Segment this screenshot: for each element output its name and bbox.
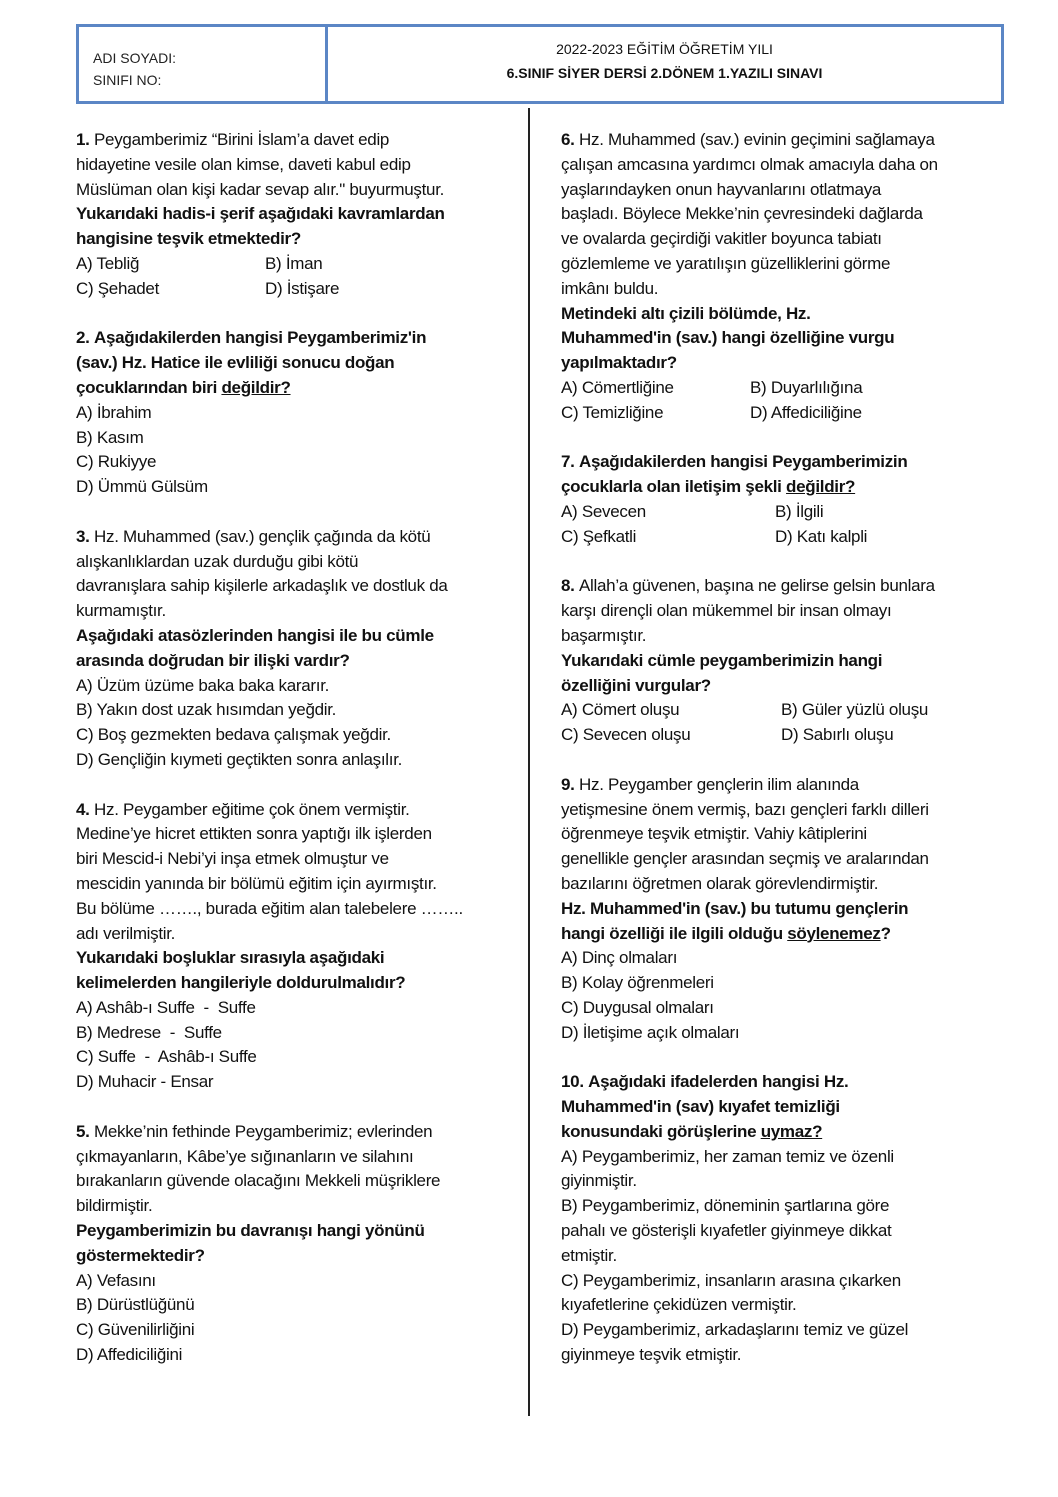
stem-line	[561, 773, 1001, 798]
stem-text: adı verilmiştir.	[76, 923, 176, 943]
answer-option-a[interactable]: A) Dinç olmaları	[561, 948, 678, 968]
stem-text: başarmıştır.	[561, 625, 647, 645]
stem-line	[76, 599, 516, 624]
stem-text: Müslüman olan kişi kadar sevap alır." buyurmuştur.	[76, 179, 445, 199]
answer-option-b[interactable]: B) Duyarlılığına	[750, 377, 863, 397]
student-info	[79, 27, 328, 101]
question-line	[76, 227, 516, 252]
question-3	[76, 525, 516, 773]
underlined-text: uymaz?	[760, 1121, 823, 1141]
answer-option-c[interactable]: C) Peygamberimiz, insanların arasına çıkarken kıyafetlerine çekidüzen vermiştir.	[561, 1270, 901, 1315]
answer-option-a[interactable]: A) Sevecen	[561, 501, 646, 521]
question-line	[561, 475, 1001, 500]
left-column	[76, 128, 516, 1393]
stem-line	[76, 1145, 516, 1170]
question-text: kelimelerden hangileriyle doldurulmalıdır?	[76, 973, 406, 993]
question-text: Yukarıdaki hadis-i şerif aşağıdaki kavramlardan	[76, 204, 445, 224]
stem-text: Hz. Peygamber eğitime çok önem vermiştir.	[94, 799, 410, 819]
stem-line	[76, 128, 516, 153]
stem-line	[561, 227, 1001, 252]
question-number: 7	[561, 452, 571, 472]
answer-options	[561, 1145, 1001, 1368]
stem-text: yaşlarındayken onun hayvanlarını otlatmaya	[561, 179, 882, 199]
question-line	[561, 1120, 1001, 1145]
question-line	[561, 302, 1001, 327]
stem-text: Hz. Muhammed (sav.) evinin geçimini sağlamaya	[579, 130, 935, 149]
answer-option-a[interactable]: A) Tebliğ	[76, 253, 140, 273]
question-text: çocuklarından biri	[76, 377, 222, 397]
question-number: 1	[76, 130, 86, 149]
answer-option-a[interactable]: A) İbrahim	[76, 402, 152, 422]
answer-options	[76, 252, 516, 302]
answer-option-b[interactable]: B) Kasım	[76, 427, 144, 447]
stem-text: Hz. Muhammed (sav.) gençlik çağında da kötü	[94, 526, 431, 546]
stem-line	[561, 599, 1001, 624]
answer-options	[561, 698, 1001, 748]
answer-option-d[interactable]: D) Affediciliğine	[750, 402, 862, 422]
question-number: 3	[76, 526, 86, 546]
question-number: 6	[561, 130, 571, 149]
answer-option-b[interactable]: B) Yakın dost uzak hısımdan yeğdir.	[76, 700, 337, 720]
question-line	[76, 326, 516, 351]
underlined-text: söylenemez	[787, 923, 881, 943]
question-9	[561, 773, 1001, 1046]
question-number-dot: .	[85, 1121, 95, 1141]
question-line	[561, 1095, 1001, 1120]
question-text: hangi özelliği ile ilgili olduğu	[561, 923, 788, 943]
answer-option-d[interactable]: D) İletişime açık olmaları	[561, 1022, 740, 1042]
question-number-dot: .	[570, 576, 580, 596]
question-text: Peygamberimizin bu davranışı hangi yönünü	[76, 1221, 425, 1241]
question-number-dot: .	[85, 328, 95, 348]
question-text: Aşağıdaki ifadelerden hangisi Hz.	[588, 1072, 849, 1092]
question-line	[561, 450, 1001, 475]
question-number-dot: .	[85, 130, 95, 149]
answer-option-b[interactable]: B) Kolay öğrenmeleri	[561, 973, 714, 993]
question-line	[76, 376, 516, 401]
question-1	[76, 128, 516, 302]
question-text: konusundaki görüşlerine	[561, 1121, 761, 1141]
stem-text: Hz. Peygamber gençlerin ilim alanında	[579, 774, 859, 794]
question-number-dot: .	[570, 452, 580, 472]
question-number-dot: .	[579, 1072, 589, 1092]
exam-title-block	[328, 27, 1001, 101]
answer-options	[561, 946, 1001, 1045]
column-divider	[528, 108, 530, 1416]
stem-line	[76, 574, 516, 599]
answer-option-b[interactable]: B) İlgili	[775, 501, 824, 521]
answer-option-c[interactable]: C) Rukiyye	[76, 452, 157, 472]
question-number: 10	[561, 1072, 580, 1092]
stem-line	[561, 798, 1001, 823]
question-5	[76, 1120, 516, 1368]
answer-options	[76, 674, 516, 773]
question-text: (sav.) Hz. Hatice ile evliliği sonucu doğan	[76, 353, 395, 373]
answer-option-d[interactable]: D) Affediciliğini	[76, 1345, 183, 1365]
question-7	[561, 450, 1001, 549]
stem-line	[561, 252, 1001, 277]
answer-option-a[interactable]: A) Ashâb-ı Suffe - Suffe	[76, 997, 256, 1017]
answer-option-a[interactable]: A) Cömertliğine	[561, 377, 674, 397]
stem-line	[76, 872, 516, 897]
stem-text: Mekke’nin fethinde Peygamberimiz; evlerinden	[94, 1121, 433, 1141]
question-number-dot: .	[570, 130, 580, 149]
stem-text: kurmamıştır.	[76, 601, 166, 621]
question-number: 2	[76, 328, 86, 348]
answer-option-a[interactable]: A) Cömert oluşu	[561, 700, 680, 720]
question-text: yapılmaktadır?	[561, 353, 677, 373]
question-text: Muhammed'in (sav) kıyafet temizliği	[561, 1097, 840, 1117]
stem-text: çalışan amcasına yardımcı olmak amacıyla daha on	[561, 154, 938, 174]
answer-option-c[interactable]: C) Güvenilirliğini	[76, 1320, 195, 1340]
answer-option-d[interactable]: D) Ümmü Gülsüm	[76, 477, 208, 497]
question-number: 5	[76, 1121, 86, 1141]
answer-option-c[interactable]: C) Şefkatli	[561, 526, 637, 546]
question-line	[76, 1219, 516, 1244]
underlined-text: değildir?	[221, 377, 291, 397]
answer-option-a[interactable]: A) Peygamberimiz, her zaman temiz ve özenli giyinmiştir.	[561, 1146, 894, 1191]
stem-line	[561, 822, 1001, 847]
question-line	[76, 1244, 516, 1269]
question-text: Hz. Muhammed'in (sav.) bu tutumu gençlerin	[561, 898, 909, 918]
question-text: Yukarıdaki boşluklar sırasıyla aşağıdaki	[76, 948, 385, 968]
answer-option-d[interactable]: D) Sabırlı oluşu	[781, 725, 894, 745]
question-number-dot: .	[85, 799, 95, 819]
question-line	[561, 674, 1001, 699]
question-line	[561, 1070, 1001, 1095]
question-number: 8	[561, 576, 571, 596]
answer-option-d[interactable]: D) İstişare	[265, 278, 340, 298]
underlined-text: değildir?	[786, 477, 856, 497]
stem-line	[76, 550, 516, 575]
exam-title: 6.SINIF SİYER DERSİ 2.DÖNEM 1.YAZILI SINAVI	[506, 65, 823, 81]
stem-line	[561, 574, 1001, 599]
question-line	[561, 649, 1001, 674]
stem-line	[561, 153, 1001, 178]
question-8	[561, 574, 1001, 748]
answer-option-d[interactable]: D) Gençliğin kıymeti geçtikten sonra anlaşılır.	[76, 749, 403, 769]
answer-option-b[interactable]: B) Güler yüzlü oluşu	[781, 700, 929, 720]
stem-line	[561, 178, 1001, 203]
question-line	[561, 922, 1001, 947]
right-column	[561, 128, 1001, 1393]
question-line	[561, 351, 1001, 376]
question-text: Aşağıdaki atasözlerinden hangisi ile bu cümle	[76, 625, 434, 645]
question-number-dot: .	[85, 526, 95, 546]
answer-option-d[interactable]: D) Muhacir - Ensar	[76, 1072, 214, 1092]
question-line	[76, 202, 516, 227]
question-number-dot: .	[570, 774, 580, 794]
answer-option-a[interactable]: A) Üzüm üzüme baka baka kararır.	[76, 675, 330, 695]
stem-line	[76, 798, 516, 823]
stem-line	[561, 624, 1001, 649]
stem-line	[76, 153, 516, 178]
stem-line	[561, 277, 1001, 302]
question-line	[76, 649, 516, 674]
stem-text: gözlemleme ve yaratılışın güzelliklerini görme	[561, 253, 891, 273]
stem-line	[561, 847, 1001, 872]
stem-text: alışkanlıklardan uzak durduğu gibi kötü	[76, 551, 359, 571]
answer-options	[76, 996, 516, 1095]
stem-text: öğrenmeye teşvik etmiştir. Vahiy kâtiplerini	[561, 824, 867, 844]
answer-option-c[interactable]: C) Şehadet	[76, 278, 159, 298]
stem-text: hidayetine vesile olan kimse, daveti kabul edip	[76, 154, 411, 174]
stem-text: davranışlara sahip kişilerle arkadaşlık ve dostluk da	[76, 576, 448, 596]
question-text: çocuklarla olan iletişim şekli	[561, 477, 787, 497]
answer-option-c[interactable]: C) Suffe - Ashâb-ı Suffe	[76, 1047, 257, 1067]
answer-option-c[interactable]: C) Sevecen oluşu	[561, 725, 691, 745]
stem-line	[561, 872, 1001, 897]
question-10	[561, 1070, 1001, 1368]
answer-options	[76, 1269, 516, 1368]
question-line	[76, 946, 516, 971]
stem-text: ve ovalarda geçirdiği vakitler boyunca tabiatı	[561, 229, 882, 249]
answer-option-c[interactable]: C) Boş gezmekten bedava çalışmak yeğdir.	[76, 725, 391, 745]
answer-option-b[interactable]: B) Medrese - Suffe	[76, 1022, 222, 1042]
stem-line	[76, 822, 516, 847]
question-line	[76, 971, 516, 996]
answer-options	[561, 376, 1001, 426]
answer-options	[561, 500, 1001, 550]
stem-line	[76, 1169, 516, 1194]
answer-options	[76, 401, 516, 500]
question-line	[561, 326, 1001, 351]
stem-line	[76, 178, 516, 203]
answer-option-a[interactable]: A) Vefasını	[76, 1270, 156, 1290]
question-6	[561, 128, 1001, 426]
question-text: arasında doğrudan bir ilişki vardır?	[76, 650, 350, 670]
stem-line	[561, 202, 1001, 227]
stem-text: biri Mescid-i Nebi’yi inşa etmek olmuştur ve	[76, 849, 389, 869]
question-text: Muhammed'in (sav.) hangi özelliğine vurgu	[561, 328, 895, 348]
stem-line	[76, 1120, 516, 1145]
stem-text: yetişmesine önem vermiş, bazı gençleri farklı dilleri	[561, 799, 929, 819]
stem-line	[76, 847, 516, 872]
class-label: SINIFI NO:	[93, 72, 162, 88]
stem-text: Bu bölüme ……., burada eğitim alan talebelere ……..	[76, 898, 463, 918]
question-line	[561, 897, 1001, 922]
stem-text: Medine’ye hicret ettikten sonra yaptığı ilk işlerden	[76, 824, 432, 844]
question-text: Aşağıdakilerden hangisi Peygamberimiz'in	[94, 328, 427, 348]
name-label: ADI SOYADI:	[93, 50, 176, 66]
school-year: 2022-2023 EĞİTİM ÖĞRETİM YILI	[556, 41, 773, 57]
question-text: Aşağıdakilerden hangisi Peygamberimizin	[579, 452, 908, 472]
stem-line	[76, 525, 516, 550]
question-text: özelliğini vurgular?	[561, 675, 711, 695]
question-2	[76, 326, 516, 500]
answer-option-b[interactable]: B) Peygamberimiz, döneminin şartlarına göre pahalı ve gösterişli kıyafetler giyinmeye dikkat etmiştir.	[561, 1196, 892, 1265]
stem-text: başladı. Böylece Mekke’nin çevresindeki dağlarda	[561, 204, 923, 224]
answer-option-b[interactable]: B) İman	[265, 253, 323, 273]
question-line	[76, 624, 516, 649]
stem-text: çıkmayanların, Kâbe’ye sığınanların ve silahını	[76, 1146, 414, 1166]
question-text: Yukarıdaki cümle peygamberimizin hangi	[561, 650, 883, 670]
answer-option-b[interactable]: B) Dürüstlüğünü	[76, 1295, 195, 1315]
answer-option-c[interactable]: C) Temizliğine	[561, 402, 664, 422]
stem-text: karşı dirençli olan mükemmel bir insan olmayı	[561, 601, 892, 621]
exam-header	[76, 24, 1004, 104]
question-text-end: ?	[880, 923, 891, 943]
stem-line	[561, 128, 1001, 153]
question-number: 9	[561, 774, 571, 794]
stem-text: imkânı buldu.	[561, 278, 659, 298]
stem-text: Peygamberimiz “Birini İslam’a davet edip	[94, 130, 390, 149]
question-text: Metindeki altı çizili bölümde, Hz.	[561, 303, 811, 323]
answer-option-d[interactable]: D) Katı kalpli	[775, 526, 868, 546]
stem-text: bildirmiştir.	[76, 1196, 153, 1216]
stem-line	[76, 1194, 516, 1219]
question-4	[76, 798, 516, 1096]
stem-text: Allah’a güvenen, başına ne gelirse gelsin bunlara	[579, 576, 935, 596]
question-number: 4	[76, 799, 86, 819]
stem-text: bırakanların güvende olacağını Mekkeli müşriklere	[76, 1171, 441, 1191]
stem-line	[76, 897, 516, 922]
stem-text: bazılarını öğretmen olarak görevlendirmiştir.	[561, 873, 879, 893]
answer-option-d[interactable]: D) Peygamberimiz, arkadaşlarını temiz ve güzel giyinmeye teşvik etmiştir.	[561, 1320, 909, 1365]
question-text: göstermektedir?	[76, 1245, 205, 1265]
stem-text: mescidin yanında bir bölümü eğitim için ayırmıştır.	[76, 873, 437, 893]
stem-text: genellikle gençler arasından seçmiş ve aralarından	[561, 849, 929, 869]
answer-option-c[interactable]: C) Duygusal olmaları	[561, 997, 714, 1017]
stem-line	[76, 922, 516, 947]
question-text: hangisine teşvik etmektedir?	[76, 229, 301, 249]
question-line	[76, 351, 516, 376]
